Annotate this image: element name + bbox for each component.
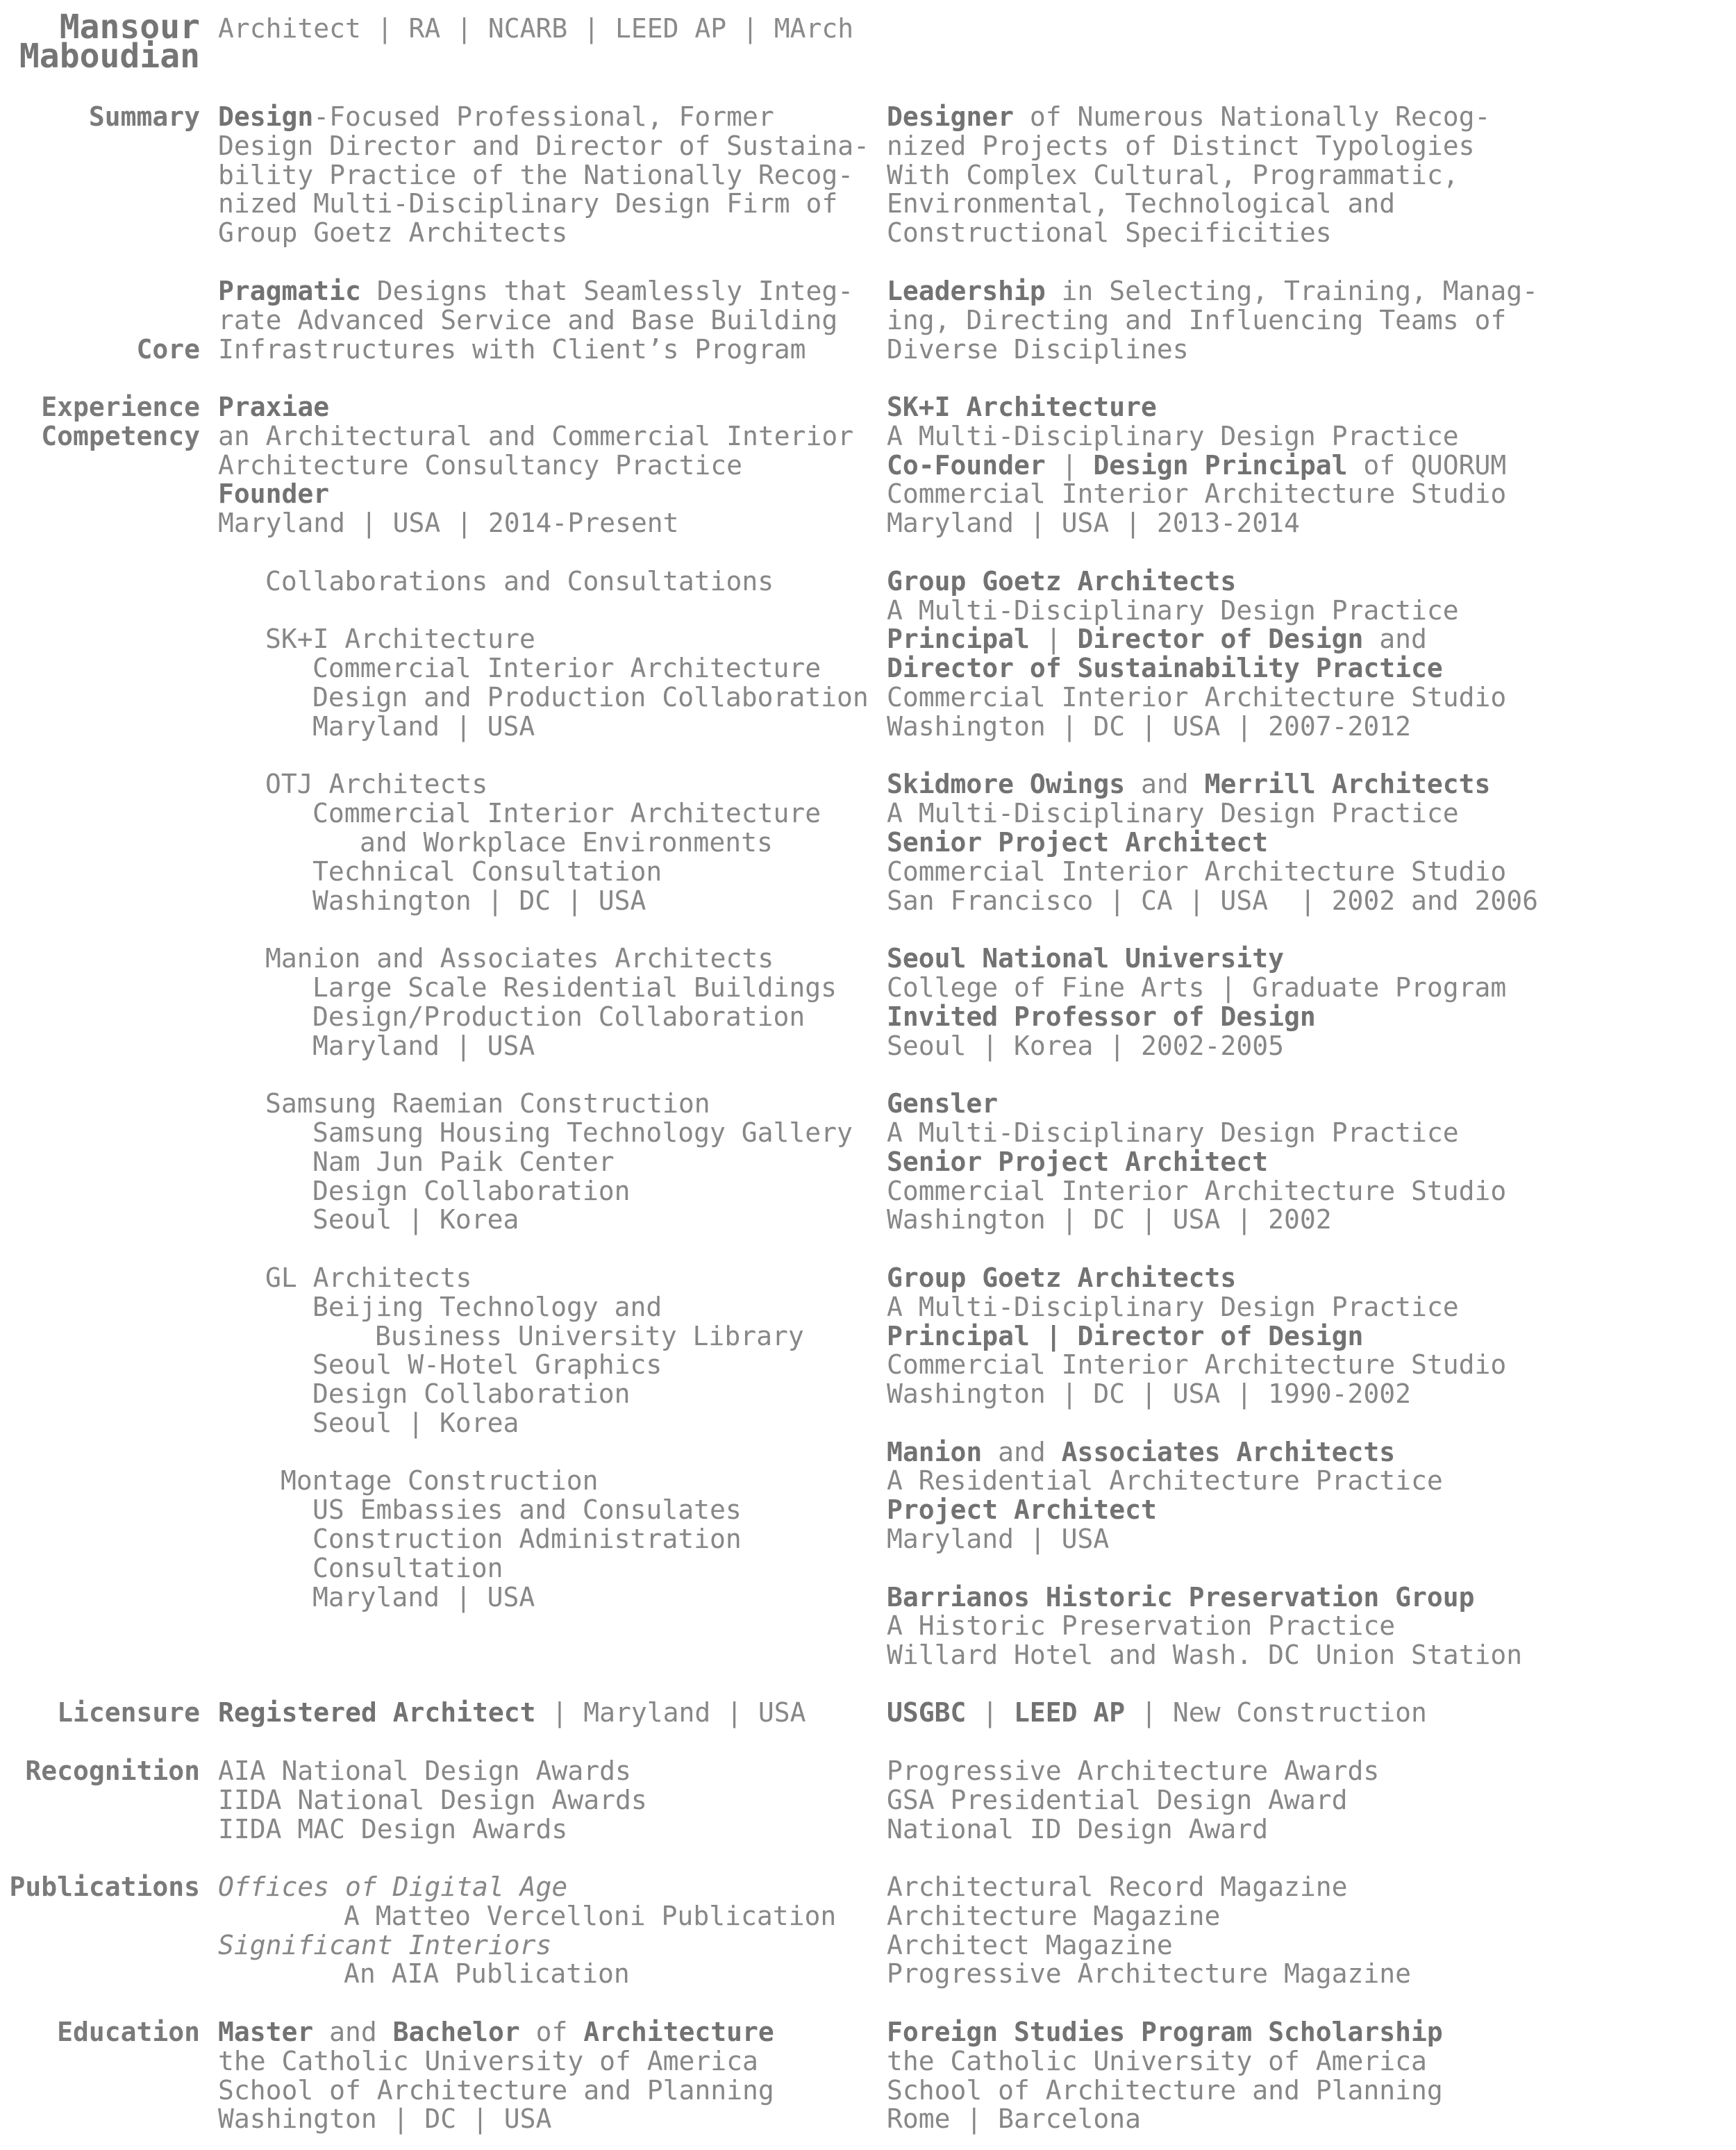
emphasis-text: Associates Architects — [1061, 1436, 1396, 1467]
text-segment: Maryland | USA | 2013-2014 — [887, 508, 1300, 539]
text-line — [887, 1264, 1538, 1293]
text-line — [887, 2047, 1443, 2076]
text-line — [218, 858, 869, 887]
text-line — [887, 306, 1538, 335]
core-label-line-2: Competency — [41, 420, 200, 451]
text-line — [218, 277, 853, 306]
publications-right — [887, 1873, 1411, 1989]
text-line — [218, 1177, 869, 1206]
text-line — [218, 335, 853, 365]
text-line — [887, 887, 1538, 916]
text-line — [218, 161, 869, 190]
text-segment: Designs that Seamlessly Integ- — [360, 276, 854, 306]
text-segment: Commercial Interior Architecture — [312, 653, 821, 684]
text-line — [887, 1032, 1538, 1061]
emphasis-text: Group Goetz Architects — [887, 565, 1237, 597]
text-segment: Washington | DC | USA | 2002 — [887, 1204, 1332, 1235]
italic-title: Significant Interiors — [218, 1929, 552, 1960]
text-segment: Architecture Magazine — [887, 1900, 1221, 1931]
text-segment: Collaborations and Consultations — [265, 565, 774, 597]
emphasis-text: Director of Sustainability Practice — [887, 653, 1443, 684]
text-segment: Infrastructures with Client’s Program — [218, 333, 806, 365]
text-line — [887, 1873, 1411, 1902]
text-segment: of Numerous Nationally Recog- — [1014, 101, 1491, 132]
text-line — [887, 161, 1490, 190]
text-segment: An AIA Publication — [344, 1958, 630, 1990]
text-segment: Maryland | USA — [312, 710, 535, 742]
text-segment: National ID Design Award — [887, 1813, 1269, 1844]
text-line — [218, 132, 869, 161]
text-line — [218, 1060, 869, 1090]
text-segment: nized Multi-Disciplinary Design Firm of — [218, 188, 838, 219]
text-segment: A Multi-Disciplinary Design Practice — [887, 420, 1459, 451]
text-segment: and — [313, 2017, 393, 2047]
text-segment: Commercial Interior Architecture Studio — [887, 856, 1507, 887]
text-line — [887, 1351, 1538, 1380]
text-segment: Rome | Barcelona — [887, 2103, 1142, 2135]
emphasis-text: Principal — [887, 624, 1030, 655]
author-last-name: Maboudian — [19, 37, 200, 76]
summary-left — [218, 103, 869, 248]
emphasis-text: Invited Professor of Design — [887, 1001, 1316, 1032]
section-label-licensure: Licensure — [57, 1697, 200, 1728]
emphasis-text: Manion — [887, 1436, 983, 1467]
text-segment: the Catholic University of America — [887, 2045, 1427, 2076]
text-segment: Progressive Architecture Magazine — [887, 1958, 1411, 1990]
text-line — [887, 974, 1538, 1003]
text-segment: Montage Construction — [281, 1465, 599, 1497]
text-line — [218, 887, 869, 916]
text-line — [887, 1293, 1538, 1322]
text-segment: Design Director and Director of Sustaina- — [218, 130, 869, 161]
text-line — [887, 944, 1538, 974]
text-line — [218, 2105, 774, 2134]
text-segment: College of Fine Arts | Graduate Program — [887, 972, 1507, 1003]
text-line — [218, 915, 869, 944]
core-competency-left — [218, 277, 853, 364]
text-line — [218, 799, 869, 828]
publications-left — [218, 1873, 836, 1989]
text-line — [218, 103, 869, 132]
text-segment: Architect Magazine — [887, 1929, 1173, 1960]
text-segment: Design Collaboration — [312, 1175, 631, 1206]
section-label-experience: Experience — [41, 392, 200, 422]
text-line — [887, 103, 1490, 132]
text-segment: bility Practice of the Nationally Recog- — [218, 159, 854, 190]
text-segment: A Multi-Disciplinary Design Practice — [887, 798, 1459, 829]
text-line — [218, 770, 869, 799]
text-segment: Progressive Architecture Awards — [887, 1756, 1380, 1786]
section-label-publications: Publications — [9, 1872, 200, 1902]
text-line — [887, 1438, 1538, 1467]
text-line — [218, 1583, 869, 1612]
text-line — [887, 132, 1490, 161]
text-line — [887, 1322, 1538, 1351]
text-line — [218, 1438, 869, 1467]
text-line — [887, 219, 1490, 248]
emphasis-text: Group Goetz Architects — [887, 1262, 1237, 1293]
emphasis-text: Principal | Director of Design — [887, 1320, 1364, 1351]
text-line — [887, 683, 1538, 712]
text-segment: San Francisco | CA | USA | 2002 and 2006 — [887, 885, 1538, 916]
text-line — [218, 538, 869, 567]
text-line — [887, 335, 1538, 365]
emphasis-text: Skidmore Owings — [887, 769, 1126, 800]
text-segment: Consultation — [312, 1552, 503, 1583]
text-line — [218, 1322, 869, 1351]
emphasis-text: Leadership — [887, 276, 1046, 306]
text-line — [887, 858, 1538, 887]
text-line — [218, 1206, 869, 1235]
text-line — [218, 712, 869, 742]
text-line — [887, 1409, 1538, 1438]
education-right — [887, 2018, 1443, 2134]
text-line — [218, 2076, 774, 2106]
text-segment: Washington | DC | USA | 2007-2012 — [887, 710, 1411, 742]
text-line — [218, 2047, 774, 2076]
text-line — [218, 219, 869, 248]
text-line — [218, 1409, 869, 1438]
text-line — [887, 1206, 1538, 1235]
text-segment: Maryland | USA | 2014-Present — [218, 508, 679, 539]
licensure-left — [218, 1699, 806, 1728]
text-segment: rate Advanced Service and Base Building — [218, 304, 838, 335]
emphasis-text: Co-Founder — [887, 449, 1046, 481]
italic-title: Offices of Digital Age — [218, 1872, 568, 1902]
text-segment: Samsung Housing Technology Gallery — [312, 1117, 853, 1148]
text-segment: Diverse Disciplines — [887, 333, 1189, 365]
section-label-summary: Summary — [88, 101, 200, 132]
section-label-education: Education — [57, 2017, 200, 2047]
emphasis-text: Barrianos Historic Preservation Group — [887, 1581, 1475, 1612]
text-line — [887, 1960, 1411, 1989]
emphasis-text: Merrill Architects — [1204, 769, 1491, 800]
text-segment: Architectural Record Magazine — [887, 1872, 1348, 1902]
text-segment: School of Architecture and Planning — [218, 2074, 774, 2106]
text-line — [218, 422, 869, 451]
text-line — [218, 1467, 869, 1496]
text-segment: School of Architecture and Planning — [887, 2074, 1443, 2106]
emphasis-text: USGBC — [887, 1697, 967, 1728]
text-segment: GL Architects — [265, 1262, 472, 1293]
text-line — [887, 422, 1538, 451]
text-line — [887, 1583, 1538, 1612]
text-segment: Seoul | Korea — [312, 1204, 519, 1235]
text-segment: A Multi-Disciplinary Design Practice — [887, 1291, 1459, 1322]
text-segment: Maryland | USA — [312, 1581, 535, 1612]
emphasis-text: Senior Project Architect — [887, 826, 1269, 858]
text-segment: an Architectural and Commercial Interior — [218, 420, 854, 451]
text-line — [887, 1496, 1538, 1525]
text-line — [887, 1554, 1538, 1583]
text-line — [218, 1960, 836, 1989]
text-line — [887, 1090, 1538, 1119]
text-line — [218, 1902, 836, 1931]
text-segment: Commercial Interior Architecture Studio — [887, 1349, 1507, 1381]
text-segment: Commercial Interior Architecture Studio — [887, 681, 1507, 712]
text-line — [887, 480, 1538, 509]
text-segment: GSA Presidential Design Award — [887, 1784, 1348, 1815]
text-line — [218, 597, 869, 626]
author-first-name: Mansour — [59, 8, 200, 47]
text-segment: Technical Consultation — [312, 856, 662, 887]
text-line — [887, 393, 1538, 422]
text-segment: Business University Library — [375, 1320, 804, 1351]
emphasis-text: Design Principal — [1093, 449, 1348, 481]
text-line — [218, 1119, 869, 1148]
text-line — [218, 1003, 869, 1032]
emphasis-text: Project Architect — [887, 1494, 1157, 1526]
text-line — [887, 1902, 1411, 1931]
text-line — [218, 742, 869, 771]
emphasis-text: Senior Project Architect — [887, 1146, 1269, 1177]
text-line — [887, 1119, 1538, 1148]
text-line — [887, 742, 1538, 771]
emphasis-text: Registered Architect — [218, 1697, 536, 1728]
text-segment: Maryland | USA — [887, 1524, 1110, 1555]
text-segment: Design Collaboration — [312, 1378, 631, 1410]
text-segment: Architecture Consultancy Practice — [218, 449, 742, 481]
text-segment: A Multi-Disciplinary Design Practice — [887, 1117, 1459, 1148]
text-segment: Construction Administration — [312, 1524, 742, 1555]
text-line — [887, 538, 1538, 567]
text-segment: nized Projects of Distinct Typologies — [887, 130, 1475, 161]
text-segment: | Maryland | USA — [535, 1697, 806, 1728]
text-line — [887, 1757, 1379, 1786]
text-line — [218, 828, 869, 858]
text-segment: ing, Directing and Influencing Teams of — [887, 304, 1507, 335]
emphasis-text: Architecture — [583, 2017, 774, 2047]
text-line — [887, 1612, 1538, 1641]
text-segment: | — [966, 1697, 1015, 1728]
text-segment: Manion and Associates Architects — [265, 943, 774, 974]
text-line — [887, 1467, 1538, 1496]
emphasis-text: Bachelor — [392, 2017, 520, 2047]
text-line — [218, 1757, 647, 1786]
emphasis-text: Design — [218, 101, 314, 132]
emphasis-text: Foreign Studies Program Scholarship — [887, 2017, 1443, 2047]
text-segment: OTJ Architects — [265, 769, 488, 800]
text-segment: and — [1363, 624, 1427, 655]
text-line — [887, 1060, 1538, 1090]
emphasis-text: Master — [218, 2017, 314, 2047]
text-line — [218, 393, 869, 422]
text-line — [218, 625, 869, 654]
text-segment: | New Construction — [1125, 1697, 1427, 1728]
text-line — [218, 974, 869, 1003]
summary-right — [887, 103, 1490, 248]
core-label-line-1: Core — [136, 333, 200, 365]
text-segment: Washington | DC | USA | 1990-2002 — [887, 1378, 1411, 1410]
text-line — [218, 1815, 647, 1844]
text-line — [887, 799, 1538, 828]
recognition-right — [887, 1757, 1379, 1844]
text-segment: AIA National Design Awards — [218, 1756, 631, 1786]
text-line — [218, 1786, 647, 1815]
text-line — [218, 1554, 869, 1583]
text-segment: Large Scale Residential Buildings — [312, 972, 837, 1003]
text-segment: Samsung Raemian Construction — [265, 1088, 710, 1119]
text-line — [887, 654, 1538, 683]
text-line — [218, 1351, 869, 1380]
text-segment: A Historic Preservation Practice — [887, 1610, 1396, 1642]
text-line — [218, 683, 869, 712]
text-line — [218, 1090, 869, 1119]
text-line — [887, 1380, 1538, 1409]
emphasis-text: Pragmatic — [218, 276, 361, 306]
text-line — [218, 1380, 869, 1409]
text-line — [218, 480, 869, 509]
text-line — [887, 1641, 1538, 1670]
text-line — [218, 1235, 869, 1264]
text-line — [218, 2018, 774, 2047]
text-segment: and Workplace Environments — [360, 826, 773, 858]
credentials-line: Architect | RA | NCARB | LEED AP | MArch — [218, 13, 854, 44]
text-segment: A Residential Architecture Practice — [887, 1465, 1443, 1497]
text-segment: Willard Hotel and Wash. DC Union Station — [887, 1640, 1523, 1671]
text-segment: Commercial Interior Architecture — [312, 798, 821, 829]
text-segment: | — [1029, 624, 1078, 655]
text-segment: Washington | DC | USA — [218, 2103, 552, 2135]
text-line — [887, 190, 1490, 219]
text-segment: of — [519, 2017, 584, 2047]
emphasis-text: Seoul National University — [887, 943, 1284, 974]
licensure-right — [887, 1699, 1427, 1728]
text-segment: and — [1125, 769, 1205, 800]
text-line — [218, 1148, 869, 1177]
text-segment: Beijing Technology and — [312, 1291, 662, 1322]
text-line — [887, 1003, 1538, 1032]
text-line — [887, 1235, 1538, 1264]
experience-right — [887, 393, 1538, 1670]
emphasis-text: Designer — [887, 101, 1015, 132]
text-line — [218, 1496, 869, 1525]
text-line — [218, 944, 869, 974]
emphasis-text: Gensler — [887, 1088, 999, 1119]
text-segment: Environmental, Technological and — [887, 188, 1396, 219]
text-line — [887, 509, 1538, 538]
text-line — [887, 1815, 1379, 1844]
text-segment: Commercial Interior Architecture Studio — [887, 478, 1507, 510]
text-segment: Constructional Specificities — [887, 217, 1332, 249]
text-segment: Nam Jun Paik Center — [312, 1146, 615, 1177]
text-segment: the Catholic University of America — [218, 2045, 758, 2076]
text-line — [887, 451, 1538, 481]
text-line — [218, 1931, 836, 1960]
text-line — [218, 451, 869, 481]
text-segment: | — [1045, 449, 1094, 481]
core-competency-right — [887, 277, 1538, 364]
text-segment: Maryland | USA — [312, 1030, 535, 1061]
text-line — [218, 1525, 869, 1554]
text-segment: US Embassies and Consulates — [312, 1494, 742, 1526]
section-label-recognition: Recognition — [25, 1756, 200, 1786]
text-line — [887, 2105, 1443, 2134]
text-line — [218, 190, 869, 219]
author-name — [0, 8, 200, 76]
text-line — [887, 1699, 1427, 1728]
text-segment: Seoul W-Hotel Graphics — [312, 1349, 662, 1381]
text-line — [218, 1264, 869, 1293]
text-line — [887, 770, 1538, 799]
text-line — [218, 1699, 806, 1728]
text-segment: -Focused Professional, Former — [313, 101, 774, 132]
text-segment: Seoul | Korea — [312, 1407, 519, 1438]
text-line — [887, 915, 1538, 944]
text-line — [887, 1931, 1411, 1960]
text-segment: A Matteo Vercelloni Publication — [344, 1900, 837, 1931]
recognition-left — [218, 1757, 647, 1844]
text-line — [887, 594, 1538, 626]
text-segment: and — [982, 1436, 1062, 1467]
emphasis-text: Director of Design — [1077, 624, 1364, 655]
text-segment: IIDA MAC Design Awards — [218, 1813, 568, 1844]
text-segment: With Complex Cultural, Programmatic, — [887, 159, 1459, 190]
text-segment: IIDA National Design Awards — [218, 1784, 647, 1815]
text-segment: Seoul | Korea | 2002-2005 — [887, 1030, 1284, 1061]
experience-left — [218, 393, 869, 1612]
text-segment: Design/Production Collaboration — [312, 1001, 806, 1032]
text-line — [887, 1177, 1538, 1206]
text-segment: SK+I Architecture — [265, 624, 535, 655]
emphasis-text: SK+I Architecture — [887, 392, 1157, 422]
text-segment: A Multi-Disciplinary Design Practice — [887, 594, 1459, 626]
text-line — [887, 2076, 1443, 2106]
text-line — [218, 1032, 869, 1061]
text-line — [887, 567, 1538, 597]
text-line — [218, 567, 869, 597]
emphasis-text: Praxiae — [218, 392, 330, 422]
text-line — [887, 1148, 1538, 1177]
text-line — [887, 712, 1538, 742]
text-line — [218, 1293, 869, 1322]
text-line — [887, 828, 1538, 858]
text-segment: Design and Production Collaboration — [312, 681, 869, 712]
text-segment: Group Goetz Architects — [218, 217, 568, 249]
emphasis-text: Founder — [218, 478, 330, 510]
text-line — [887, 1525, 1538, 1554]
text-line — [218, 509, 869, 538]
text-line — [887, 625, 1538, 654]
education-left — [218, 2018, 774, 2134]
text-line — [887, 2018, 1443, 2047]
text-line — [218, 1873, 836, 1902]
text-segment: of QUORUM — [1347, 449, 1507, 481]
text-segment: Washington | DC | USA — [312, 885, 646, 916]
text-segment: in Selecting, Training, Manag- — [1045, 276, 1538, 306]
text-segment: Commercial Interior Architecture Studio — [887, 1175, 1507, 1206]
text-line — [887, 1786, 1379, 1815]
text-line — [218, 306, 853, 335]
text-line — [218, 654, 869, 683]
emphasis-text: LEED AP — [1014, 1697, 1126, 1728]
text-line — [887, 277, 1538, 306]
